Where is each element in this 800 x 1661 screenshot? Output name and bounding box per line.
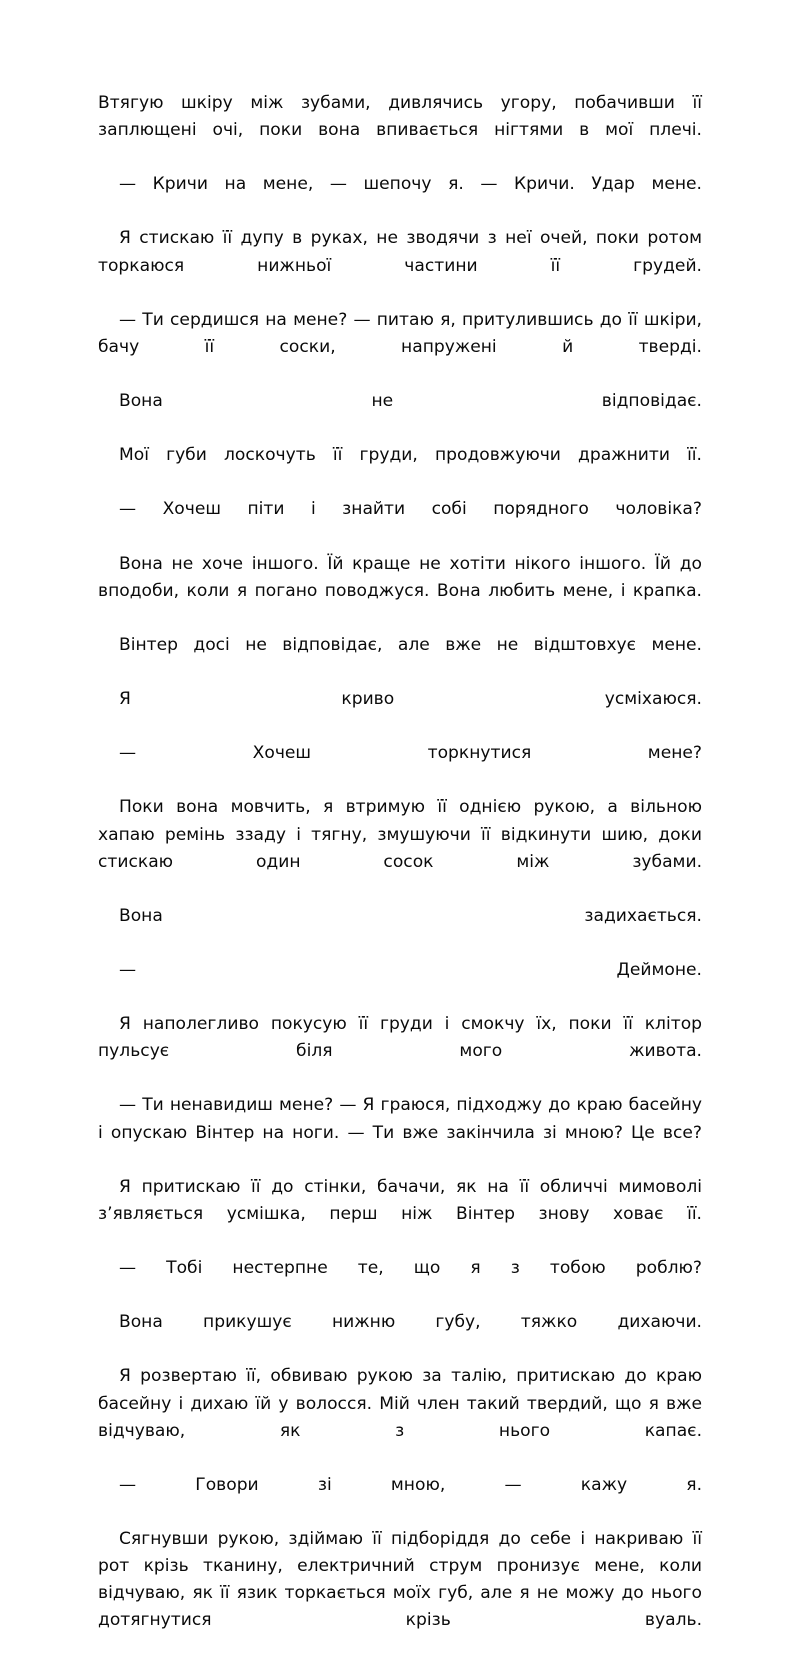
paragraph: — Кричи на мене, — шепочу я. — Кричи. Удар мене. — [119, 174, 702, 195]
paragraph: Вона задихається. — [119, 905, 702, 926]
paragraph: Вінтер досі не відповідає, але вже не відштовхує мене. — [119, 634, 702, 655]
paragraph: — Хочеш торкнутися мене? — [119, 743, 702, 764]
paragraph: — Тобі нестерпне те, що я з тобою роблю? — [119, 1258, 702, 1279]
paragraph: — Хочеш піти і знайти собі порядного чоловіка? — [119, 499, 702, 520]
paragraph: Вона не відповідає. — [119, 391, 702, 412]
paragraph: Я розвертаю її, обвиваю рукою за талію, притискаю до краю басейну і дихаю їй у волосся. Мій член такий твердий, що я вже відчуваю, як з нього капає. — [98, 1366, 702, 1441]
paragraph: Сягнувши рукою, здіймаю її підборіддя до себе і накриваю її рот крізь тканину, електричний струм пронизує мене, коли відчуваю, як її язик торкається моїх губ, але я не можу до нього дотягнутися крізь вуаль. — [98, 1528, 702, 1631]
paragraph: Вона не хоче іншого. Їй краще не хотіти нікого іншого. Їй до вподоби, коли я погано поводжуся. Вона любить мене, і крапка. — [98, 553, 702, 601]
paragraph: Я наполегливо покусую її груди і смокчу їх, поки її клітор пульсує біля мого живота. — [98, 1014, 702, 1062]
paragraph: — Ти сердишся на мене? — питаю я, притулившись до її шкіри, бачу її соски, напружені й тверді. — [98, 309, 702, 357]
paragraph: Я стискаю її дупу в руках, не зводячи з неї очей, поки ротом торкаюся нижньої частини її грудей. — [98, 228, 702, 276]
paragraph: — Говори зі мною, — кажу я. — [119, 1474, 702, 1495]
paragraph: Я притискаю її до стінки, бачачи, як на її обличчі мимоволі з’являється усмішка, перш ніж Вінтер знову ховає її. — [98, 1176, 702, 1224]
paragraph: — Деймоне. — [119, 960, 702, 980]
paragraph: — Ти ненавидиш мене? — Я граюся, підходжу до краю басейну і опускаю Вінтер на ноги. — Ти вже закінчила зі мною? Це все? — [98, 1095, 702, 1143]
page-text-body — [98, 90, 702, 1661]
paragraph: Мої губи лоскочуть її груди, продовжуючи дражнити її. — [119, 445, 702, 466]
paragraph: Я криво усміхаюся. — [119, 689, 702, 710]
paragraph: Втягую шкіру між зубами, дивлячись угору, побачивши її заплющені очі, поки вона впивається нігтями в мої плечі. — [98, 93, 702, 141]
paragraph: Вона прикушує нижню губу, тяжко дихаючи. — [119, 1312, 702, 1333]
paragraph: Поки вона мовчить, я втримую її однією рукою, а вільною хапаю ремінь ззаду і тягну, змушуючи її відкинути шию, доки стискаю один сосок між зубами. — [98, 797, 702, 872]
